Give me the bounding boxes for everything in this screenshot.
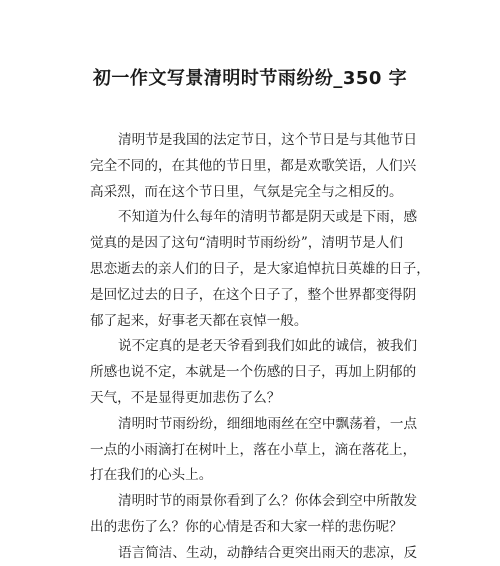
document-body (90, 128, 430, 566)
body-line: 觉真的是因了这句“清明时节雨纷纷”，清明节是人们 (90, 235, 403, 252)
body-line: 打在我们的心头上。 (90, 467, 213, 484)
body-line: 高采烈，而在这个节日里，气氛是完全与之相反的。 (90, 183, 403, 200)
body-line: 是回忆过去的日子，在这个日子了，整个世界都变得阴 (90, 286, 417, 303)
body-line: 说不定真的是老天爷看到我们如此的诚信，被我们 (118, 338, 418, 355)
body-line: 一点的小雨滴打在树叶上，落在小草上，滴在落花上， (90, 441, 417, 458)
body-line: 不知道为什么每年的清明节都是阴天或是下雨，感 (118, 209, 418, 226)
document-title: 初一作文写景清明时节雨纷纷_350 字 (92, 68, 408, 89)
body-line: 语言简洁、生动，动静结合更突出雨天的悲凉，反 (118, 544, 418, 561)
body-line: 思恋逝去的亲人们的日子，是大家追悼抗日英雄的日子， (90, 260, 430, 277)
body-line: 完全不同的，在其他的节日里，都是欢歌笑语，人们兴 (90, 157, 417, 174)
body-line: 出的悲伤了么？你的心情是否和大家一样的悲伤呢？ (90, 518, 403, 535)
body-line: 所感也说不定，本就是一个伤感的日子，再加上阴郁的 (90, 364, 417, 381)
body-line: 天气，不是显得更加悲伤了么？ (90, 389, 281, 406)
body-line: 郁了起来，好事老天都在哀悼一般。 (90, 312, 308, 329)
body-line: 清明节是我国的法定节日，这个节日是与其他节日 (118, 132, 418, 148)
body-line: 清明时节的雨景你看到了么？你体会到空中所散发 (118, 493, 418, 510)
body-line: 清明时节雨纷纷，细细地雨丝在空中飘荡着，一点 (118, 415, 418, 432)
